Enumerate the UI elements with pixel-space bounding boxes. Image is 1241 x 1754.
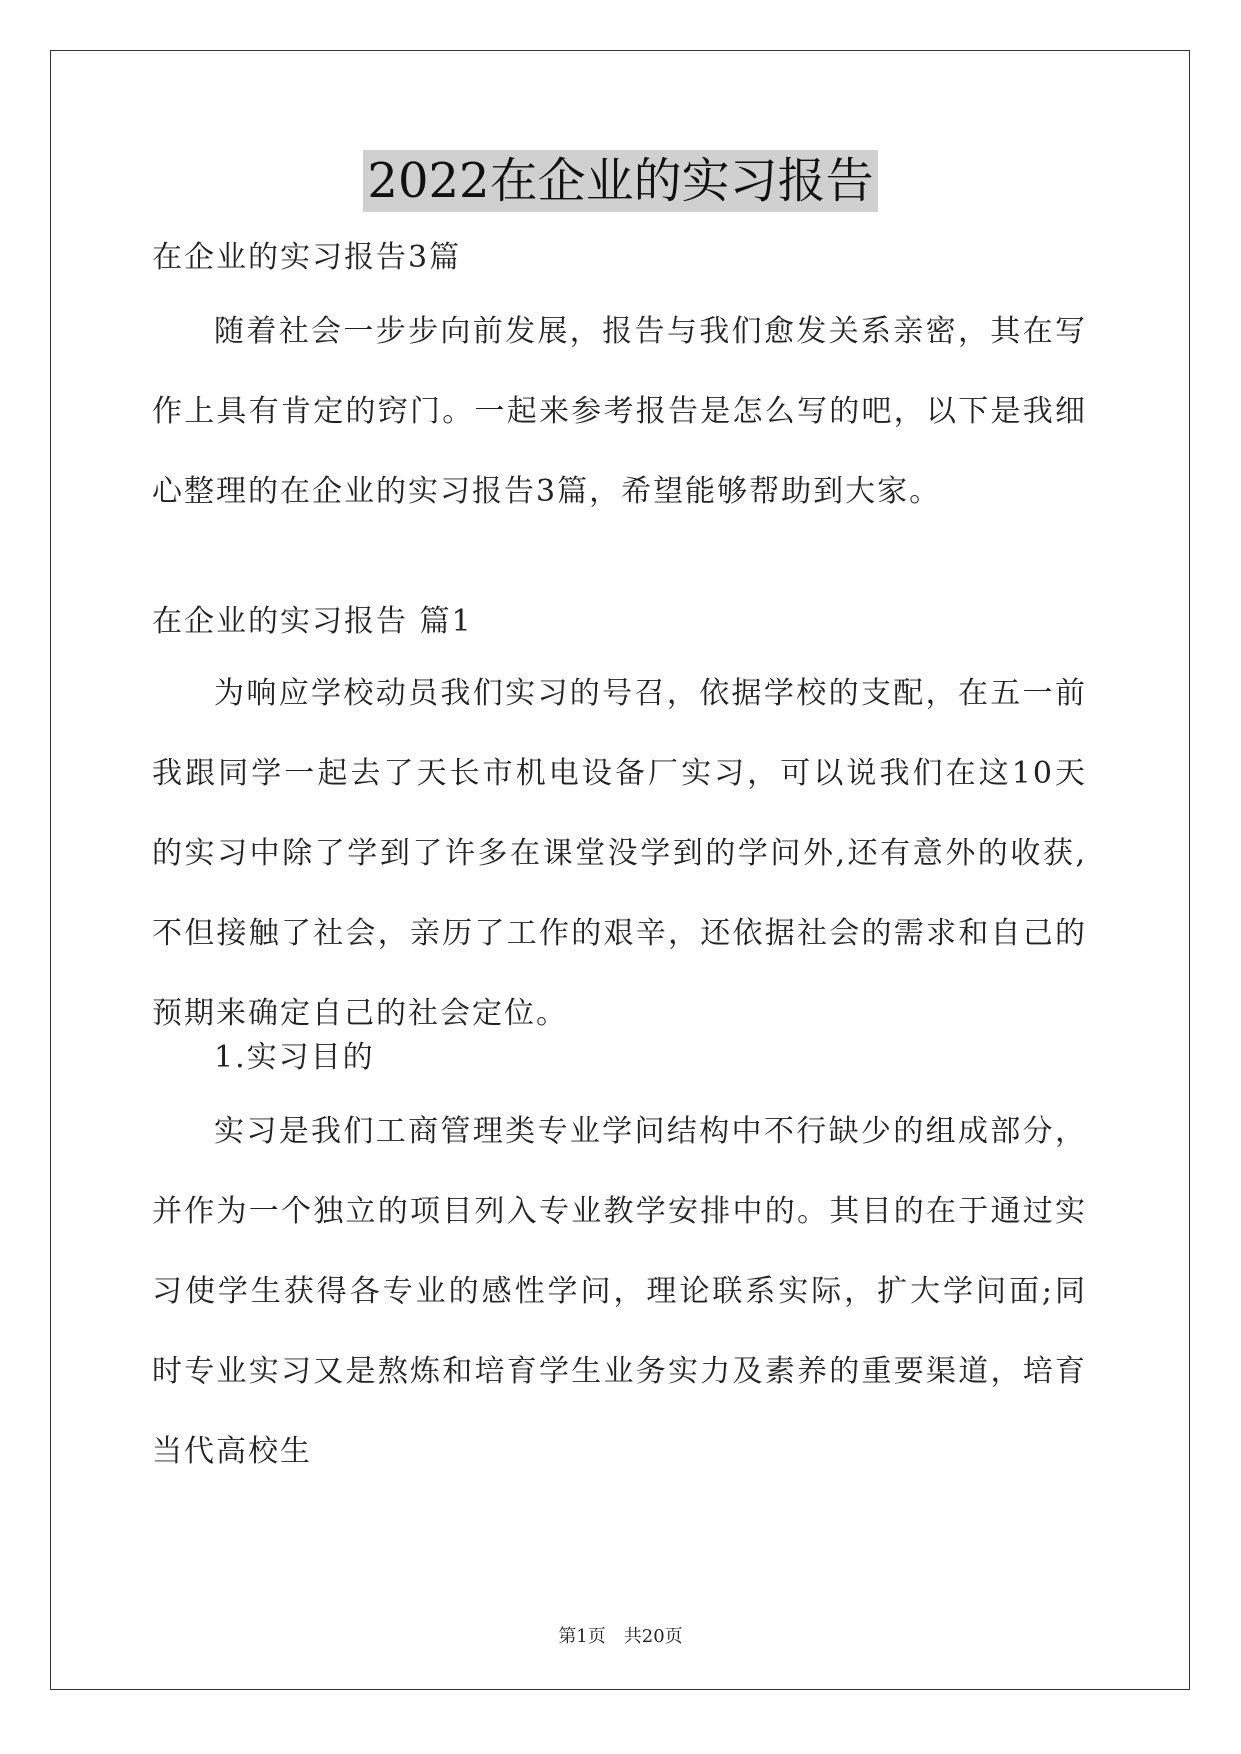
document-title: 2022在企业的实习报告: [363, 150, 877, 212]
intro-paragraph: 随着社会一步步向前发展，报告与我们愈发关系亲密，其在写作上具有肯定的窍门。一起来参考报告是怎么写的吧，以下是我细心整理的在企业的实习报告3篇，希望能够帮助到大家。: [152, 314, 1087, 509]
body-paragraph-1: 为响应学校动员我们实习的号召，依据学校的支配，在五一前我跟同学一起去了天长市机电设备厂实习，可以说我们在这10天的实习中除了学到了许多在课堂没学到的学问外,还有意外的收获,不但接触了社会，亲历了工作的艰辛，还依据社会的需求和自己的预期来确定自己的社会定位。: [152, 676, 1087, 1031]
body-paragraph-2: 实习是我们工商管理类专业学问结构中不行缺少的组成部分，并作为一个独立的项目列入专业教学安排中的。其目的在于通过实习使学生获得各专业的感性学问，理论联系实际，扩大学问面;同时专业实习又是熬炼和培育学生业务实力及素养的重要渠道，培育当代高校生: [152, 1114, 1087, 1469]
page-footer: 第1页 共20页: [558, 1626, 683, 1647]
title-wrap: [0, 150, 1241, 212]
document-subtitle: 在企业的实习报告3篇: [152, 240, 462, 275]
section-heading: 在企业的实习报告 篇1: [152, 604, 473, 639]
item-heading: 1.实习目的: [214, 1040, 375, 1075]
